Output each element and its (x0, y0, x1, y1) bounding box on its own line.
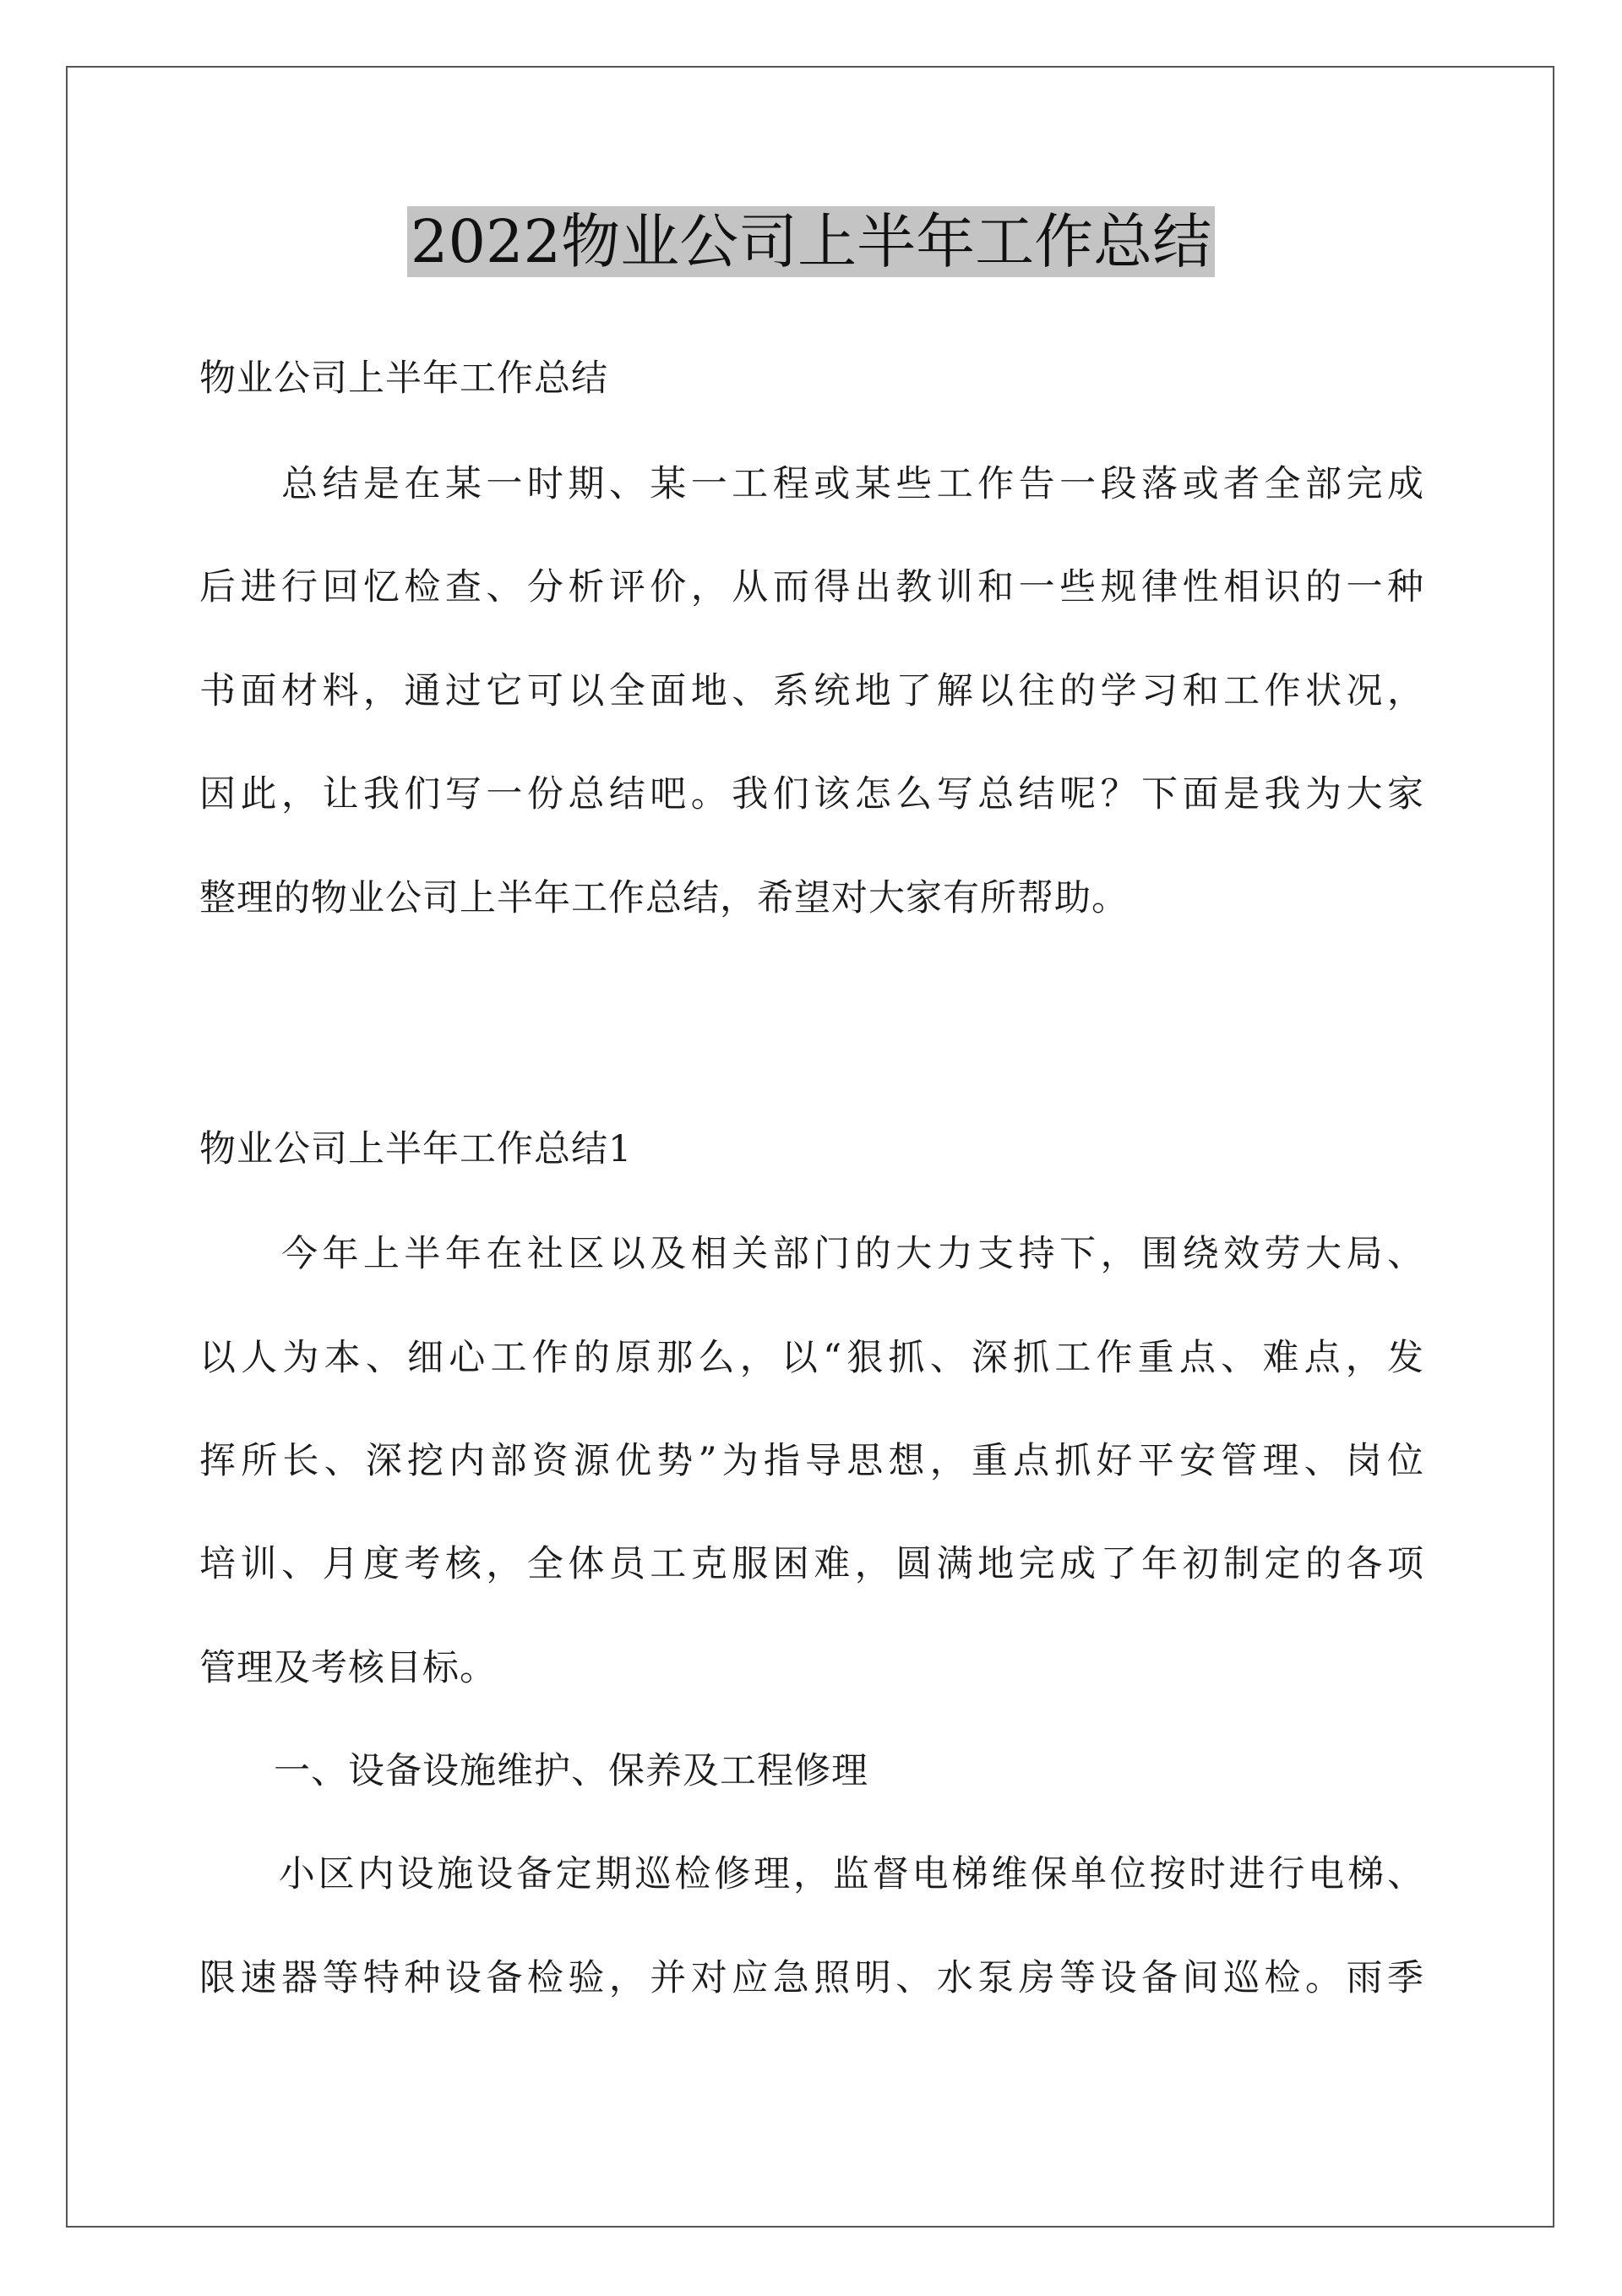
intro-line-1: 总结是在某一时期、某一工程或某些工作告一段落或者全部完成 (199, 463, 1424, 505)
intro-line-2: 后进行回忆检查、分析评价，从而得出教训和一些规律性相识的一种 (199, 566, 1424, 608)
intro-line-5: 整理的物业公司上半年工作总结，希望对大家有所帮助。 (199, 877, 1129, 919)
body-line-3: 挥所长、深挖内部资源优势”为指导思想，重点抓好平安管理、岗位 (199, 1440, 1424, 1482)
body-line-2: 以人为本、细心工作的原那么，以“狠抓、深抓工作重点、难点，发 (199, 1337, 1424, 1379)
body-line-5: 管理及考核目标。 (199, 1647, 497, 1689)
body-line-1: 今年上半年在社区以及相关部门的大力支持下，围绕效劳大局、 (199, 1233, 1424, 1275)
section-heading-1: 物业公司上半年工作总结1 (199, 1128, 633, 1170)
section-1-line-1: 小区内设施设备定期巡检修理，监督电梯维保单位按时进行电梯、 (199, 1853, 1424, 1895)
intro-line-3: 书面材料，通过它可以全面地、系统地了解以往的学习和工作状况， (199, 670, 1424, 712)
subsection-heading: 一、设备设施维护、保养及工程修理 (199, 1750, 868, 1792)
section-1-line-2: 限速器等特种设备检验，并对应急照明、水泵房等设备间巡检。雨季 (199, 1957, 1424, 1999)
intro-heading: 物业公司上半年工作总结 (199, 357, 608, 400)
document-title: 2022物业公司上半年工作总结 (407, 206, 1215, 277)
title-container (0, 206, 1622, 277)
body-line-4: 培训、月度考核，全体员工克服困难，圆满地完成了年初制定的各项 (199, 1543, 1424, 1585)
intro-line-4: 因此，让我们写一份总结吧。我们该怎么写总结呢？下面是我为大家 (199, 773, 1424, 815)
